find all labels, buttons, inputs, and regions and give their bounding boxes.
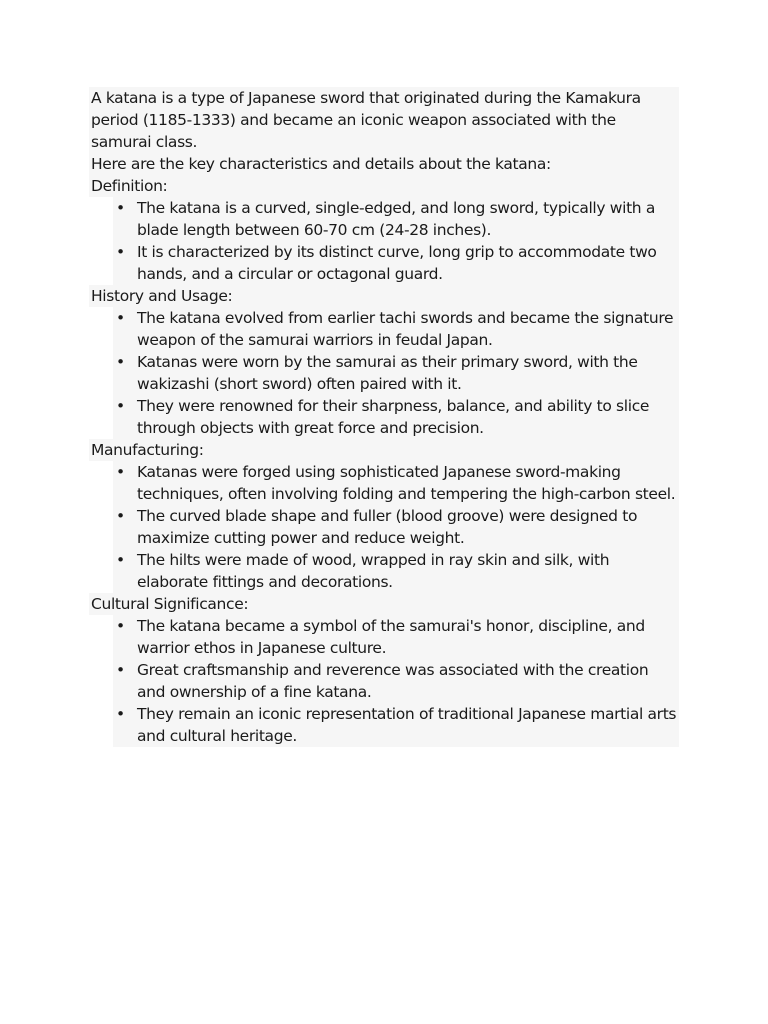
- bullet-list: [89, 307, 679, 439]
- list-item: [113, 461, 679, 505]
- section-heading: Manufacturing:: [91, 441, 204, 459]
- bullet-list: [89, 461, 679, 593]
- bullet-icon: •: [116, 661, 125, 679]
- list-item-text: Katanas were forged using sophisticated Japanese sword-making techniques, often involving folding and tempering the high-carbon steel.: [137, 463, 676, 503]
- section-history-and-usage: [89, 285, 679, 439]
- bullet-icon: •: [116, 397, 125, 415]
- list-item-text: The katana is a curved, single-edged, and long sword, typically with a blade length between 60-70 cm (24-28 inches).: [137, 199, 655, 239]
- list-item: [113, 615, 679, 659]
- bullet-icon: •: [116, 243, 125, 261]
- list-item-text: The katana became a symbol of the samurai's honor, discipline, and warrior ethos in Japanese culture.: [137, 617, 645, 657]
- document-body: [89, 87, 679, 747]
- bullet-icon: •: [116, 507, 125, 525]
- list-item-text: The katana evolved from earlier tachi swords and became the signature weapon of the samurai warriors in feudal Japan.: [137, 309, 674, 349]
- intro-paragraph: A katana is a type of Japanese sword that originated during the Kamakura period (1185-1333) and became an iconic weapon associated with the samurai class.: [89, 87, 679, 153]
- bullet-list: [89, 197, 679, 285]
- list-item-text: They were renowned for their sharpness, balance, and ability to slice through objects with great force and precision.: [137, 397, 650, 437]
- bullet-list: [89, 615, 679, 747]
- list-item-text: Great craftsmanship and reverence was associated with the creation and ownership of a fine katana.: [137, 661, 649, 701]
- list-item: [113, 703, 679, 747]
- bullet-icon: •: [116, 199, 125, 217]
- bullet-icon: •: [116, 705, 125, 723]
- list-item-text: It is characterized by its distinct curve, long grip to accommodate two hands, and a circular or octagonal guard.: [137, 243, 657, 283]
- section-heading: Definition:: [91, 177, 168, 195]
- list-item-text: Katanas were worn by the samurai as their primary sword, with the wakizashi (short sword) often paired with it.: [137, 353, 638, 393]
- list-item-text: The hilts were made of wood, wrapped in ray skin and silk, with elaborate fittings and decorations.: [137, 551, 610, 591]
- list-item: [113, 351, 679, 395]
- list-item: [113, 307, 679, 351]
- section-manufacturing: [89, 439, 679, 593]
- list-item: [113, 241, 679, 285]
- section-heading: History and Usage:: [91, 287, 233, 305]
- list-item: [113, 197, 679, 241]
- section-definition: [89, 175, 679, 285]
- list-item: [113, 659, 679, 703]
- bullet-icon: •: [116, 463, 125, 481]
- section-cultural-significance: [89, 593, 679, 747]
- list-item: [113, 395, 679, 439]
- list-item: [113, 505, 679, 549]
- list-item-text: They remain an iconic representation of traditional Japanese martial arts and cultural heritage.: [137, 705, 677, 745]
- bullet-icon: •: [116, 353, 125, 371]
- list-item-text: The curved blade shape and fuller (blood groove) were designed to maximize cutting power and reduce weight.: [137, 507, 638, 547]
- bullet-icon: •: [116, 551, 125, 569]
- intro-lead-in: Here are the key characteristics and details about the katana:: [89, 153, 679, 175]
- section-heading: Cultural Significance:: [91, 595, 249, 613]
- list-item: [113, 549, 679, 593]
- bullet-icon: •: [116, 617, 125, 635]
- bullet-icon: •: [116, 309, 125, 327]
